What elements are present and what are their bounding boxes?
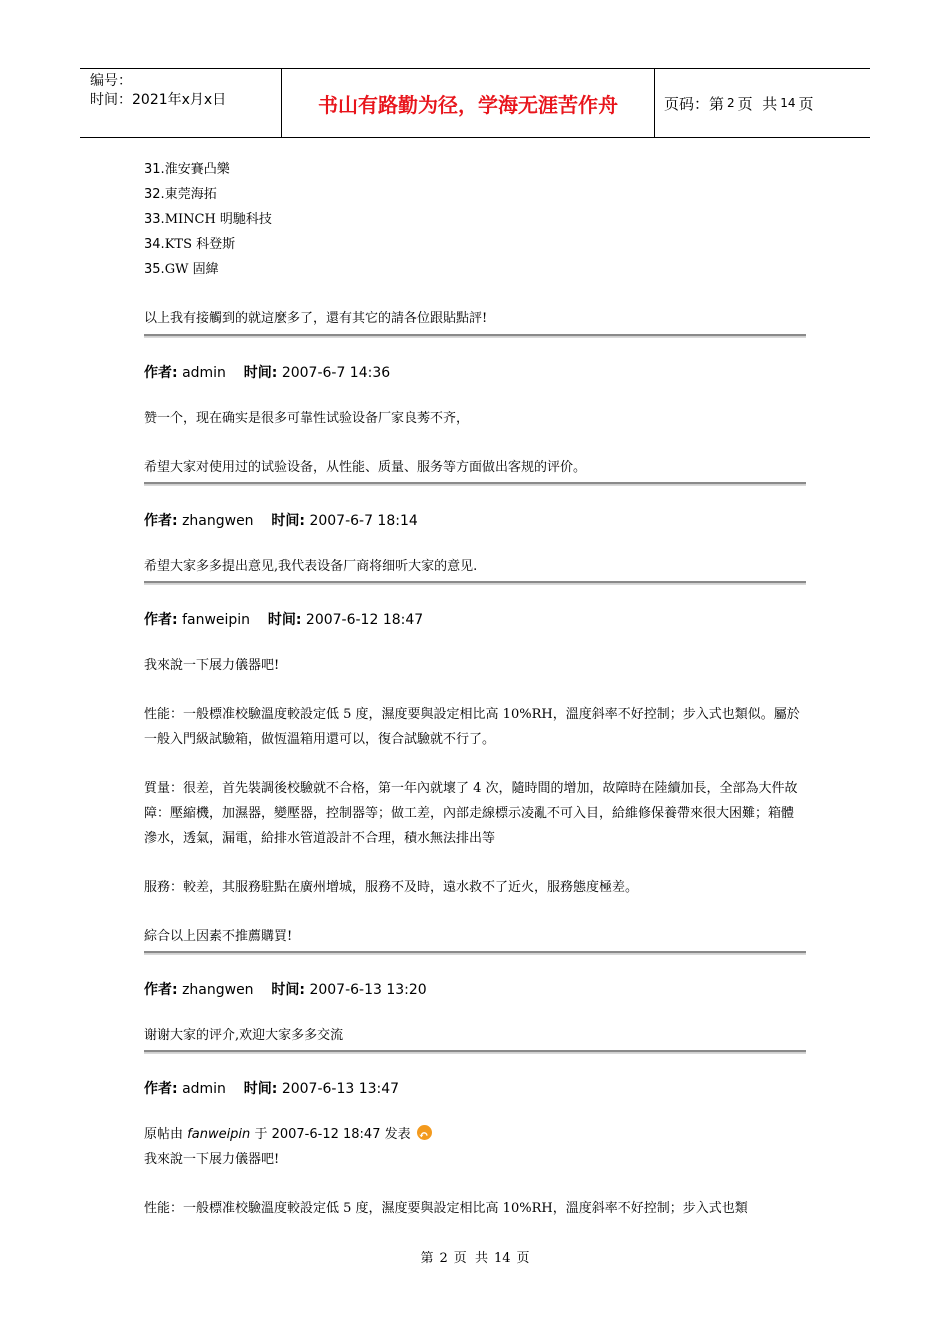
author-label: 作者: (144, 612, 178, 628)
post-paragraph: 希望大家对使用过的试验设备，从性能、质量、服务等方面做出客规的评价。 (144, 460, 587, 475)
author-name: admin (182, 365, 226, 381)
time-label: 时间: (243, 365, 278, 381)
quote-mid: 于 (254, 1127, 268, 1142)
author-label: 作者: (144, 365, 178, 381)
post-paragraph: 我來說一下展力儀器吧! (144, 658, 280, 673)
page-mid: 页 共 (737, 94, 778, 113)
time-label: 时间: (271, 982, 305, 998)
post-paragraph: 谢谢大家的评介,欢迎大家多多交流 (144, 1028, 344, 1043)
footer-prefix: 第 (420, 1251, 434, 1266)
header-info-cell (80, 69, 282, 137)
footer-total: 14 (494, 1251, 511, 1266)
page-current: 2 (727, 96, 735, 110)
time-label: 时间: (271, 513, 305, 529)
post-meta (144, 609, 806, 629)
post-divider (144, 334, 806, 338)
post-meta (144, 362, 806, 382)
quote-line: 我來說一下展力儀器吧! (144, 1152, 280, 1167)
quote-header (144, 1122, 806, 1147)
time-label: 时间: (243, 1081, 278, 1097)
intro-end-text: 以上我有接觸到的就這麼多了，還有其它的請各位跟貼點評! (144, 311, 488, 326)
list-item: 32.東莞海拓 (144, 187, 217, 202)
post-time: 2007-6-7 14:36 (281, 365, 391, 381)
post-paragraph: 綜合以上因素不推薦購買! (144, 929, 293, 944)
post-divider (144, 581, 806, 585)
quote-time: 2007-6-12 18:47 (271, 1127, 381, 1142)
header-page-number (664, 69, 874, 137)
quote-suffix: 发表 (384, 1127, 411, 1142)
post-meta (144, 979, 806, 999)
post-paragraph: 服務：較差，其服務駐點在廣州增城，服務不及時，遠水救不了近火，服務態度極差。 (144, 880, 639, 895)
post-meta (144, 1078, 806, 1098)
footer-mid: 页 共 (453, 1251, 488, 1266)
post-paragraph: 希望大家多多提出意见,我代表设备厂商将细听大家的意见. (144, 559, 478, 574)
page-total: 14 (780, 96, 796, 110)
vendor-list (144, 158, 806, 283)
author-label: 作者: (144, 1081, 178, 1097)
post-divider (144, 951, 806, 955)
post-paragraph: 性能：一般標准校驗溫度較設定低 5 度，濕度要與設定相比高 10%RH，溫度斜率不好控制；步入式也類似。屬於一般入門級試驗箱，做恆溫箱用還可以，復合試驗就不行了。 (144, 707, 800, 747)
time-label: 时间：2021年x月x日 (90, 92, 227, 108)
list-item: 33.MINCH 明馳科技 (144, 212, 272, 227)
page-header (80, 68, 870, 138)
post-time: 2007-6-12 18:47 (305, 612, 424, 628)
author-label: 作者: (144, 513, 178, 529)
number-label: 编号： (90, 73, 132, 89)
page-suffix: 页 (798, 94, 814, 113)
footer-current: 2 (439, 1251, 448, 1266)
list-item: 35.GW 固緯 (144, 262, 219, 277)
document-body (144, 158, 806, 1221)
post-meta (144, 510, 806, 530)
post-time: 2007-6-13 13:20 (309, 982, 427, 998)
footer-suffix: 页 (516, 1251, 530, 1266)
post-time: 2007-6-13 13:47 (281, 1081, 400, 1097)
list-item: 34.KTS 科登斯 (144, 237, 236, 252)
quote-line: 性能：一般標准校驗溫度較設定低 5 度，濕度要與設定相比高 10%RH，溫度斜率不好控制；步入式也類 (144, 1201, 748, 1216)
page-prefix: 页码：第 (664, 94, 725, 113)
author-name: zhangwen (182, 513, 254, 529)
author-name: fanweipin (182, 612, 251, 628)
quote-prefix: 原帖由 (144, 1127, 184, 1142)
author-name: admin (182, 1081, 226, 1097)
post-paragraph: 質量：很差，首先裝調後校驗就不合格，第一年內就壞了 4 次，隨時間的增加，故障時在陸續加長，全部為大件故障：壓縮機，加濕器，變壓器，控制器等；做工差，內部走線標示凌亂不可入目，給維修保養帶來很大困難；箱體滲水，透氣，漏電，給排水管道設計不合理，積水無法排出等 (144, 781, 798, 846)
post-divider (144, 1050, 806, 1054)
post-divider (144, 482, 806, 486)
list-item: 31.淮安賽凸樂 (144, 162, 230, 177)
page-footer (0, 1247, 950, 1266)
header-motto: 书山有路勤为径，学海无涯苦作舟 (282, 69, 655, 137)
time-label: 时间: (267, 612, 302, 628)
author-name: zhangwen (182, 982, 254, 998)
goto-post-icon[interactable] (417, 1125, 432, 1140)
post-time: 2007-6-7 18:14 (309, 513, 418, 529)
quote-author: fanweipin (187, 1127, 251, 1142)
post-paragraph: 赞一个，现在确实是很多可靠性试验设备厂家良莠不齐， (144, 411, 470, 426)
author-label: 作者: (144, 982, 178, 998)
